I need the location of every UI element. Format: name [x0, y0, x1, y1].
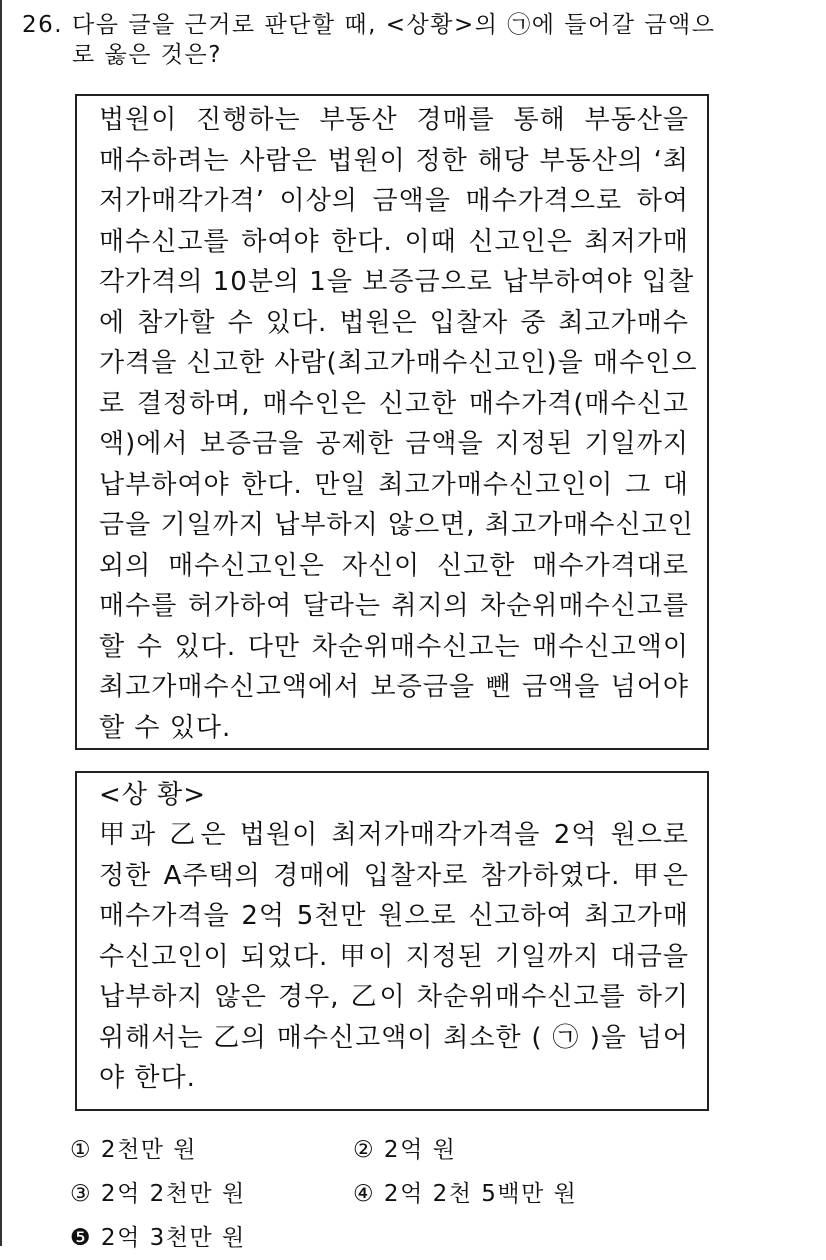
situation-line: 위해서는 乙의 매수신고액이 최소한 ( ㉠ )을 넘어 — [99, 1022, 689, 1053]
situation-line: 매수가격을 2억 5천만 원으로 신고하여 최고가매 — [99, 901, 689, 931]
question-line-2: 로 옳은 것은? — [72, 42, 222, 68]
question-stem — [22, 10, 802, 70]
situation-title: <상 황> — [99, 780, 207, 810]
choice-2[interactable]: ② 2억 원 — [353, 1137, 457, 1163]
passage-line: 매수를 허가하여 달라는 취지의 차순위매수신고를 — [99, 591, 689, 621]
passage-line: 가격을 신고한 사람(최고가매수신고인)을 매수인으 — [99, 348, 698, 378]
answer-choices — [70, 1128, 770, 1260]
choice-1[interactable]: ① 2천만 원 — [70, 1137, 198, 1163]
question-text: 다음 글을 근거로 판단할 때, <상황>의 ㉠에 들어갈 금액으 — [72, 12, 716, 38]
choice-row — [70, 1216, 770, 1260]
passage-line: 최고가매수신고액에서 보증금을 뺀 금액을 넘어야 — [99, 672, 689, 702]
question-number: 26. — [22, 12, 64, 38]
situation-line: 甲과 乙은 법원이 최저가매각가격을 2억 원으로 — [99, 820, 689, 850]
choice-3[interactable]: ③ 2억 2천만 원 — [70, 1181, 246, 1207]
passage-line: 법원이 진행하는 부동산 경매를 통해 부동산을 — [99, 105, 689, 135]
choice-4[interactable]: ④ 2억 2천 5백만 원 — [353, 1181, 578, 1207]
situation-line: 납부하지 않은 경우, 乙이 차순위매수신고를 하기 — [99, 982, 689, 1012]
passage-box — [75, 94, 709, 750]
passage-line: 로 결정하며, 매수인은 신고한 매수가격(매수신고 — [99, 388, 689, 419]
passage-line: 액)에서 보증금을 공제한 금액을 지정된 기일까지 — [99, 429, 689, 459]
passage-line: 외의 매수신고인은 자신이 신고한 매수가격대로 — [99, 550, 689, 581]
situation-line: 정한 A주택의 경매에 입찰자로 참가하였다. 甲은 — [99, 860, 689, 891]
choice-row — [70, 1172, 770, 1216]
passage-line: 금을 기일까지 납부하지 않으면, 최고가매수신고인 — [99, 510, 694, 540]
passage-line: 매수신고를 하여야 한다. 이때 신고인은 최저가매 — [99, 226, 689, 257]
situation-line: 야 한다. — [99, 1063, 196, 1093]
situation-line: 수신고인이 되었다. 甲이 지정된 기일까지 대금을 — [99, 941, 689, 972]
passage-line: 매수하려는 사람은 법원이 정한 해당 부동산의 ‘최 — [99, 145, 689, 176]
choice-5-selected[interactable]: ❺ 2억 3천만 원 — [70, 1225, 246, 1251]
passage-line: 저가매각가격’ 이상의 금액을 매수가격으로 하여 — [99, 186, 689, 216]
passage-line: 할 수 있다. — [99, 712, 232, 743]
situation-box — [75, 771, 709, 1111]
passage-line: 할 수 있다. 다만 차순위매수신고는 매수신고액이 — [99, 631, 689, 662]
passage-line: 납부하여야 한다. 만일 최고가매수신고인이 그 대 — [99, 469, 689, 500]
question-line-1 — [22, 10, 802, 40]
passage-line: 에 참가할 수 있다. 법원은 입찰자 중 최고가매수 — [99, 307, 689, 338]
choice-row — [70, 1128, 770, 1172]
passage-line: 각가격의 10분의 1을 보증금으로 납부하여야 입찰 — [99, 267, 695, 297]
